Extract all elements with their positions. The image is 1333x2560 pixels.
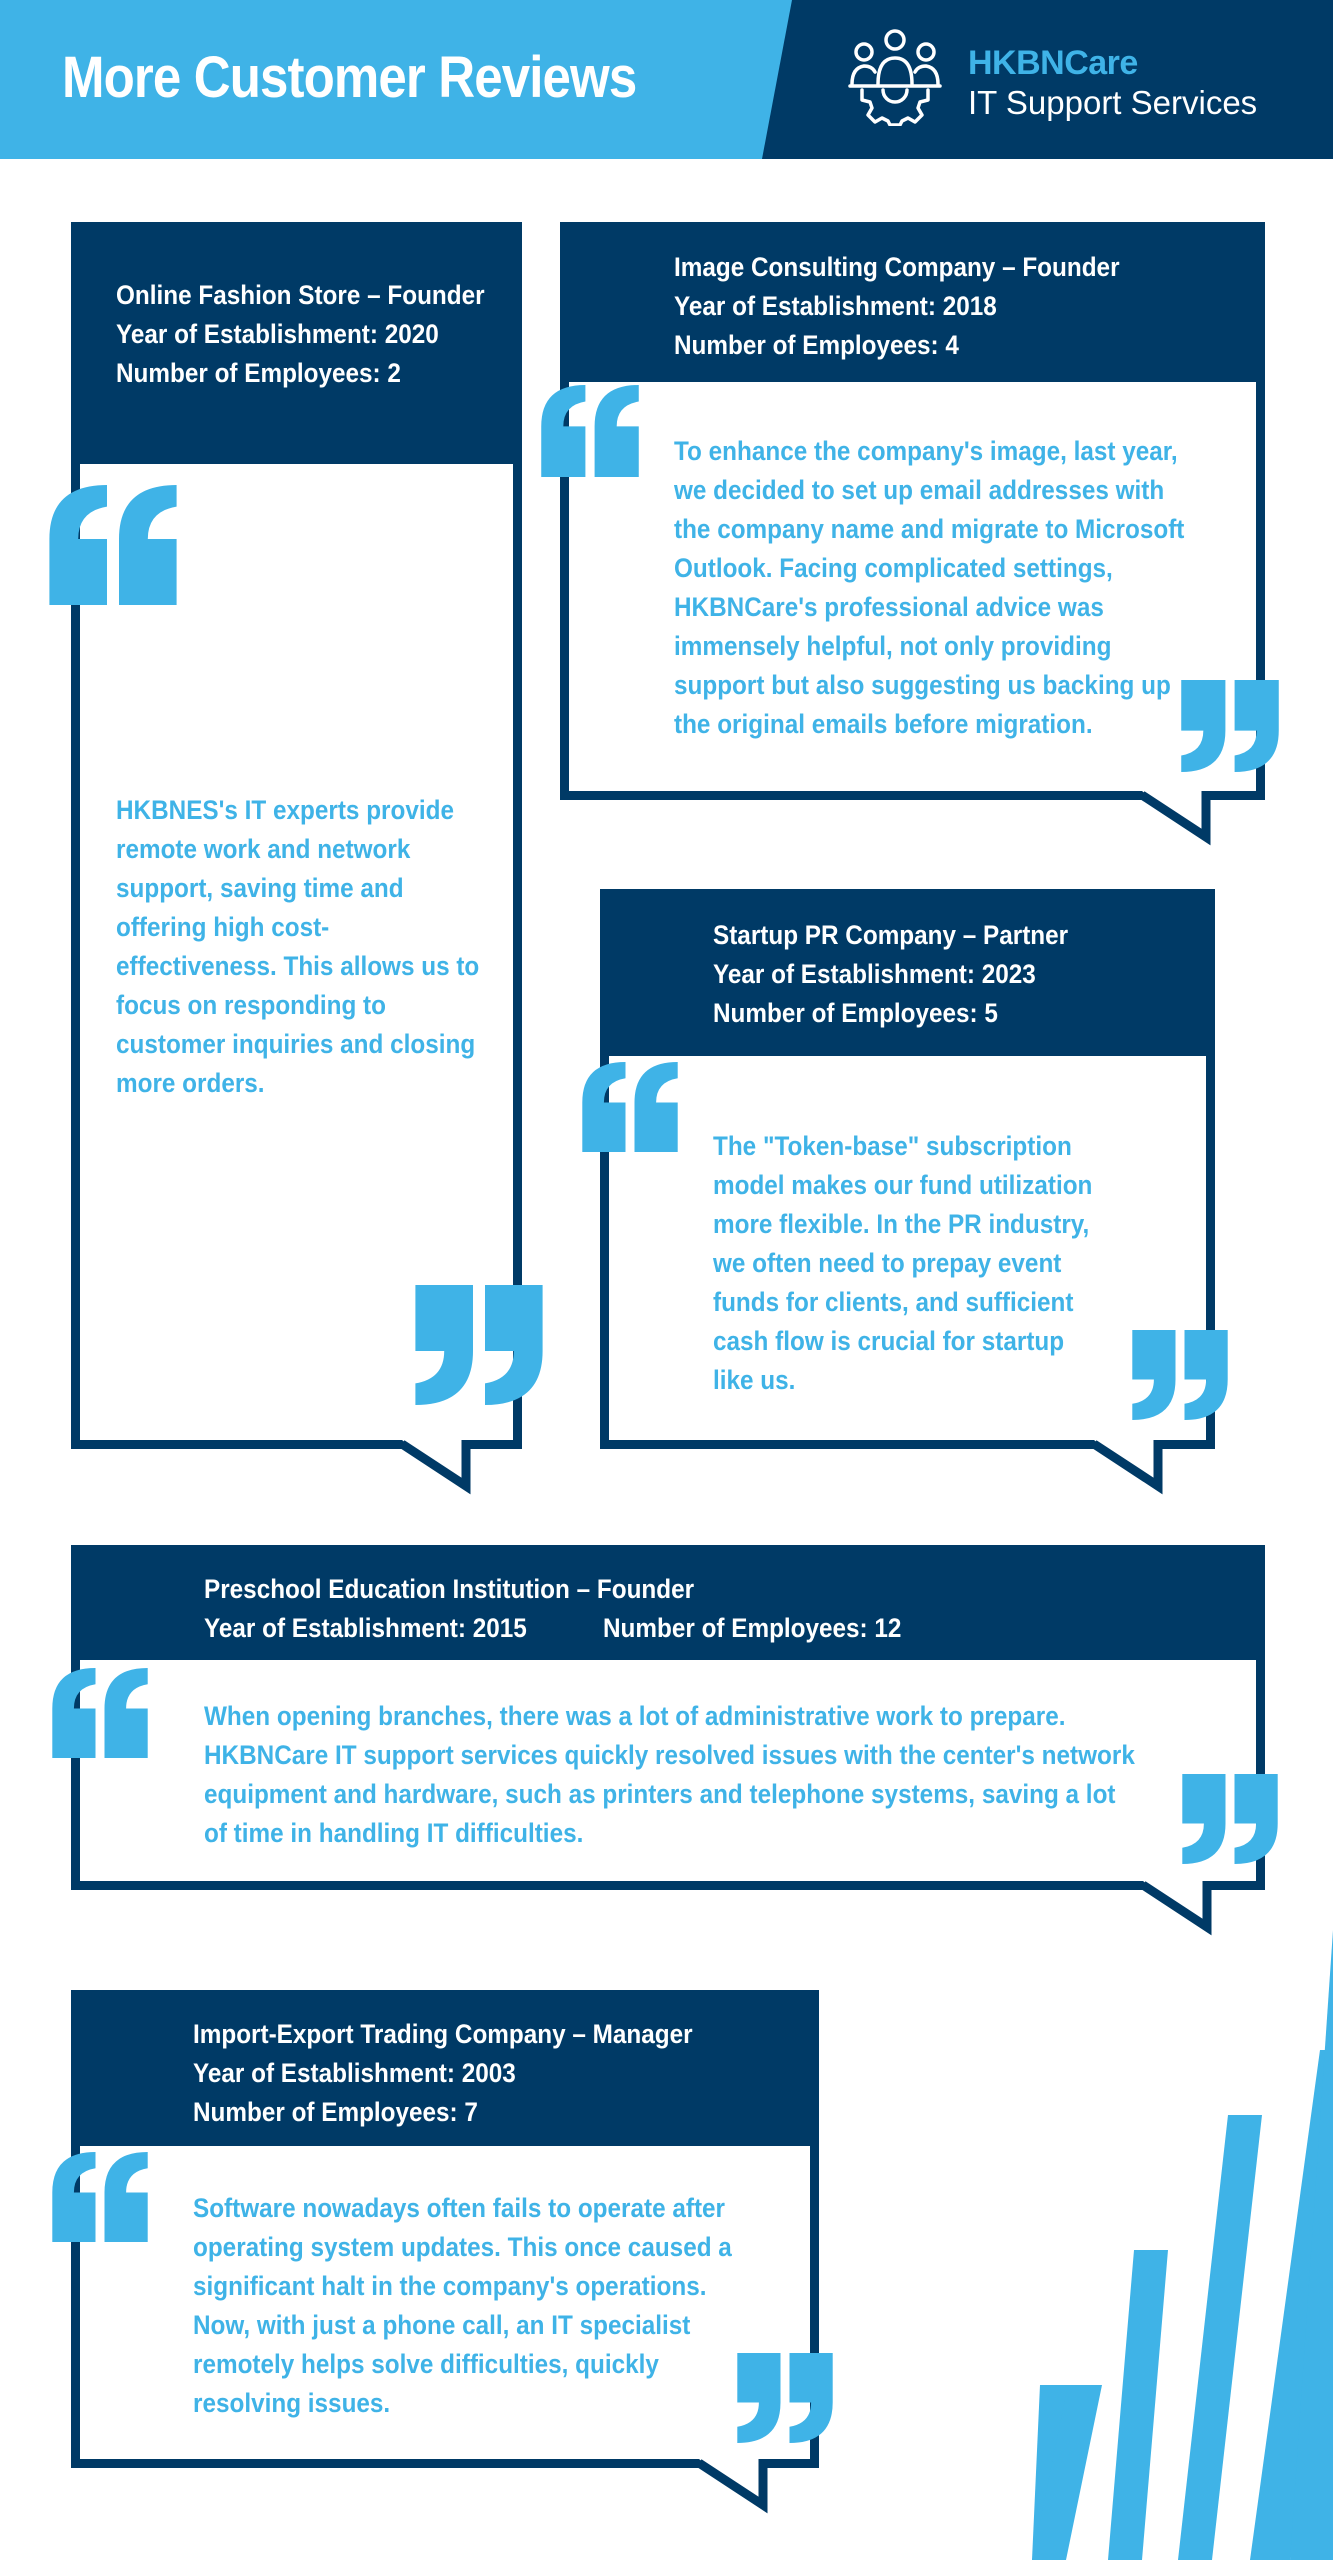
brand-name: HKBNCare [968,44,1138,82]
review-year-established: Year of Establishment: 2003 [193,2058,516,2088]
review-employee-count: Number of Employees: 12 [603,1613,902,1643]
review-company-role: Startup PR Company – Partner [713,920,1069,950]
review-quote-text: The "Token-base" subscription model makes our fund utilization more flexible. In the PR industry, we often need to prepay event funds for clients, and sufficient cash flow is crucial for startup like us. [713,1131,1093,1395]
review-company-role: Import-Export Trading Company – Manager [193,2019,693,2049]
review-year-established: Year of Establishment: 2018 [674,291,997,321]
review-employee-count: Number of Employees: 2 [116,358,401,388]
review-year-established: Year of Establishment: 2023 [713,959,1036,989]
review-year-established: Year of Establishment: 2015 [204,1613,527,1643]
brand-subtitle: IT Support Services [968,84,1258,121]
review-quote-text: Software nowadays often fails to operate after operating system updates. This once caused a significant halt in the company's operations. Now, with just a phone call, an IT specialist remotely helps solve difficulties, quickly resolving issues. [193,2193,732,2418]
review-employee-count: Number of Employees: 4 [674,330,959,360]
review-company-role: Preschool Education Institution – Founder [204,1574,695,1604]
review-employee-count: Number of Employees: 7 [193,2097,478,2127]
review-year-established: Year of Establishment: 2020 [116,319,439,349]
review-company-role: Online Fashion Store – Founder [116,280,485,310]
page-title: More Customer Reviews [62,45,637,110]
review-quote-text: HKBNES's IT experts provide remote work and network support, saving time and offering high cost-effectiveness. This allows us to focus on responding to customer inquiries and closing more orders. [116,795,480,1098]
review-employee-count: Number of Employees: 5 [713,998,998,1028]
review-quote-text: To enhance the company's image, last year, we decided to set up email addresses with the company name and migrate to Microsoft Outlook. Facing complicated settings, HKBNCare's professional advice was immensely helpful, not only providing support but also suggesting us backing up the original emails before migration. [674,436,1185,739]
review-quote-text: When opening branches, there was a lot of administrative work to prepare. HKBNCare IT support services quickly resolved issues with the center's network equipment and hardware, such as printers and telephone systems, saving a lot of time in handling IT difficulties. [204,1701,1135,1848]
review-company-role: Image Consulting Company – Founder [674,252,1120,282]
